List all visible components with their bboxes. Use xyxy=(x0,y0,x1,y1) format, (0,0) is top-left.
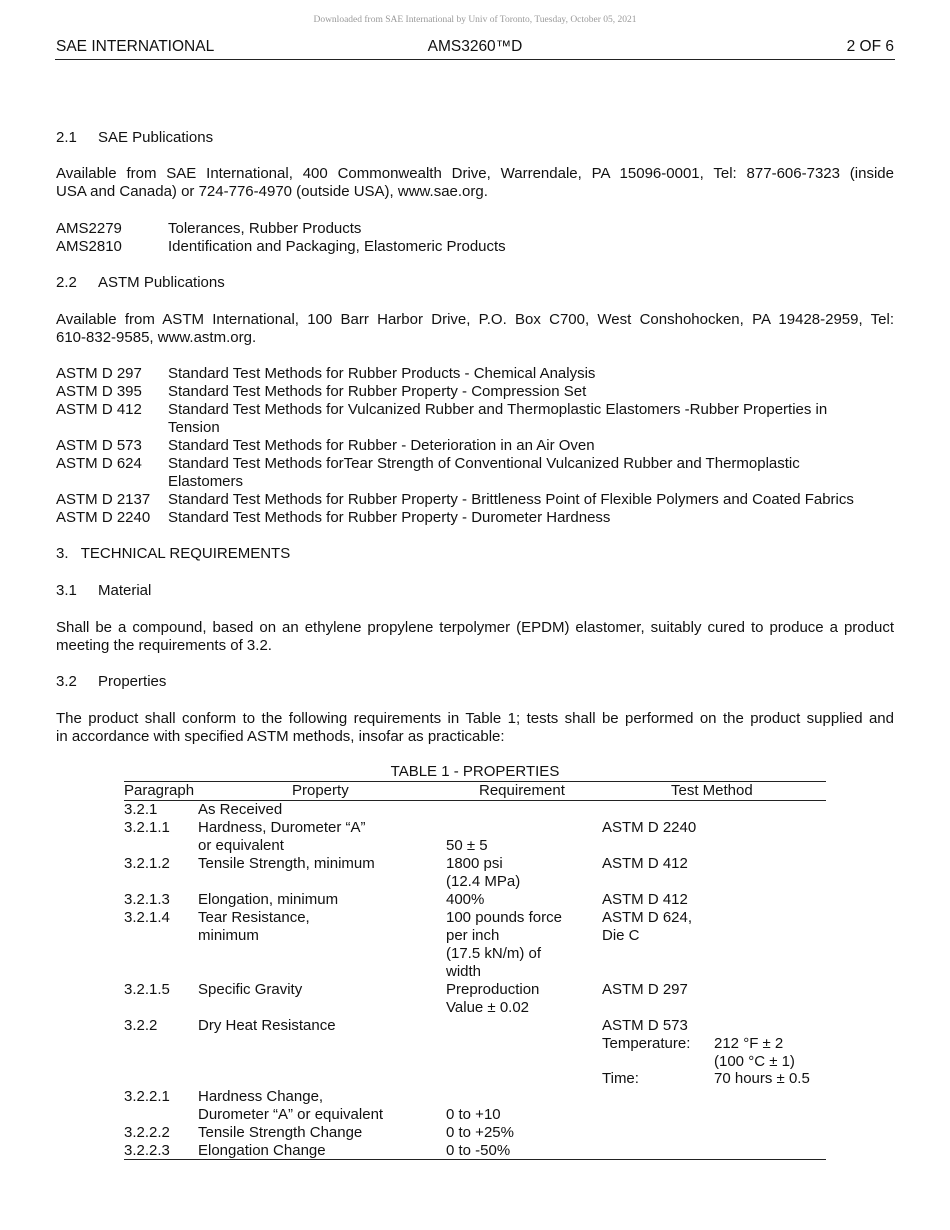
ref-code-astm-d624: ASTM D 624 xyxy=(56,455,142,472)
ref-title-ams2810: Identification and Packaging, Elastomeric Products xyxy=(168,238,506,255)
table-cell-temperature-value-cont: (100 °C ± 1) xyxy=(714,1053,795,1070)
ref-title-astm-d297: Standard Test Methods for Rubber Products - Chemical Analysis xyxy=(168,365,596,382)
table-cell-property: As Received xyxy=(198,801,283,818)
table-cell-test-method: ASTM D 573 xyxy=(602,1017,688,1034)
table-cell-property: Elongation Change xyxy=(198,1142,326,1159)
table-cell-requirement-cont: per inch xyxy=(446,927,500,944)
section-2-1-title: SAE Publications xyxy=(98,129,214,146)
ref-code-ams2279: AMS2279 xyxy=(56,220,122,237)
table-cell-paragraph: 3.2.2.1 xyxy=(124,1088,170,1105)
table-header-property: Property xyxy=(292,782,349,799)
table-cell-paragraph: 3.2.2.3 xyxy=(124,1142,170,1159)
ref-title-astm-d395: Standard Test Methods for Rubber Property - Compression Set xyxy=(168,383,587,400)
sae-availability-line-2: USA and Canada) or 724-776-4970 (outside USA), www.sae.org. xyxy=(56,183,488,200)
ref-title-astm-d2137: Standard Test Methods for Rubber Property - Brittleness Point of Flexible Polymers and Coated Fabrics xyxy=(168,491,854,508)
ref-code-astm-d2137: ASTM D 2137 xyxy=(56,491,151,508)
table-cell-requirement-cont: width xyxy=(446,963,482,980)
ref-code-astm-d573: ASTM D 573 xyxy=(56,437,142,454)
table-cell-requirement: 0 to -50% xyxy=(446,1142,511,1159)
table-cell-test-method: ASTM D 2240 xyxy=(602,819,697,836)
table-cell-property: Tensile Strength, minimum xyxy=(198,855,375,872)
table-cell-test-method: ASTM D 624, xyxy=(602,909,693,926)
section-3-1-number: 3.1 xyxy=(56,582,77,599)
ref-title-astm-d2240: Standard Test Methods for Rubber Property - Durometer Hardness xyxy=(168,509,611,526)
material-text-line-1: Shall be a compound, based on an ethylene propylene terpolymer (EPDM) elastomer, suitably cured to produce a product xyxy=(56,619,894,636)
header-org: SAE INTERNATIONAL xyxy=(56,38,215,55)
ref-code-astm-d395: ASTM D 395 xyxy=(56,383,142,400)
table-cell-property: Hardness, Durometer “A” xyxy=(198,819,366,836)
table-cell-property: Specific Gravity xyxy=(198,981,303,998)
download-notice: Downloaded from SAE International by Univ of Toronto, Tuesday, October 05, 2021 xyxy=(313,15,637,25)
table-cell-temperature-label: Temperature: xyxy=(602,1035,691,1052)
table-cell-paragraph: 3.2.1.3 xyxy=(124,891,170,908)
table-cell-time-value: 70 hours ± 0.5 xyxy=(714,1070,810,1087)
table-cell-requirement: 100 pounds force xyxy=(446,909,562,926)
table-cell-paragraph: 3.2.2.2 xyxy=(124,1124,170,1141)
section-3-2-number: 3.2 xyxy=(56,673,77,690)
table-header-test-method: Test Method xyxy=(671,782,753,799)
table-cell-requirement: 0 to +25% xyxy=(446,1124,514,1141)
ref-title-astm-d624-line-1: Standard Test Methods forTear Strength of Conventional Vulcanized Rubber and Thermoplastic xyxy=(168,455,800,472)
table-cell-paragraph: 3.2.1.2 xyxy=(124,855,170,872)
table-cell-requirement: 0 to +10 xyxy=(446,1106,501,1123)
table-cell-test-method-cont: Die C xyxy=(602,927,640,944)
header-page-number: 2 OF 6 xyxy=(846,38,894,55)
ref-code-astm-d2240: ASTM D 2240 xyxy=(56,509,151,526)
table-cell-requirement: 1800 psi xyxy=(446,855,503,872)
table-cell-property: Tear Resistance, xyxy=(198,909,310,926)
ref-title-astm-d624-line-2: Elastomers xyxy=(168,473,244,490)
table-bottom-rule xyxy=(124,1159,826,1160)
table-cell-requirement-cont: (12.4 MPa) xyxy=(446,873,521,890)
table-cell-requirement-cont: (17.5 kN/m) of xyxy=(446,945,542,962)
table-cell-test-method: ASTM D 412 xyxy=(602,891,688,908)
table-cell-temperature-value: 212 °F ± 2 xyxy=(714,1035,784,1052)
table-title: TABLE 1 - PROPERTIES xyxy=(390,763,560,780)
section-3-heading: 3. TECHNICAL REQUIREMENTS xyxy=(56,545,291,562)
astm-availability-line-2: 610-832-9585, www.astm.org. xyxy=(56,329,257,346)
astm-availability-line-1: Available from ASTM International, 100 Barr Harbor Drive, P.O. Box C700, West Conshohocken, PA 19428-2959, Tel: xyxy=(56,311,894,328)
section-3-2-title: Properties xyxy=(98,673,167,690)
header-rule xyxy=(55,59,895,60)
table-cell-property: Dry Heat Resistance xyxy=(198,1017,336,1034)
ref-code-astm-d412: ASTM D 412 xyxy=(56,401,142,418)
table-cell-paragraph: 3.2.1.4 xyxy=(124,909,170,926)
table-cell-property: Hardness Change, xyxy=(198,1088,324,1105)
ref-code-astm-d297: ASTM D 297 xyxy=(56,365,142,382)
section-3-1-title: Material xyxy=(98,582,152,599)
ref-title-astm-d573: Standard Test Methods for Rubber - Deterioration in an Air Oven xyxy=(168,437,595,454)
table-cell-property-cont: Durometer “A” or equivalent xyxy=(198,1106,384,1123)
sae-availability-line-1: Available from SAE International, 400 Commonwealth Drive, Warrendale, PA 15096-0001, Tel: 877-606-7323 (inside xyxy=(56,165,894,182)
section-2-2-title: ASTM Publications xyxy=(98,274,225,291)
table-header-paragraph: Paragraph xyxy=(124,782,195,799)
properties-text-line-1: The product shall conform to the following requirements in Table 1; tests shall be performed on the product supplied and xyxy=(56,710,894,727)
table-cell-time-label: Time: xyxy=(602,1070,639,1087)
table-cell-test-method: ASTM D 412 xyxy=(602,855,688,872)
table-cell-paragraph: 3.2.2 xyxy=(124,1017,158,1034)
table-cell-property-cont: minimum xyxy=(198,927,259,944)
table-cell-property: Tensile Strength Change xyxy=(198,1124,363,1141)
material-text-line-2: meeting the requirements of 3.2. xyxy=(56,637,272,654)
table-cell-requirement: Preproduction xyxy=(446,981,540,998)
table-header-requirement: Requirement xyxy=(479,782,565,799)
ref-title-ams2279: Tolerances, Rubber Products xyxy=(168,220,362,237)
ref-title-astm-d412-line-2: Tension xyxy=(168,419,220,436)
table-cell-property: Elongation, minimum xyxy=(198,891,339,908)
table-cell-paragraph: 3.2.1 xyxy=(124,801,158,818)
table-cell-test-method: ASTM D 297 xyxy=(602,981,688,998)
section-2-2-number: 2.2 xyxy=(56,274,77,291)
ref-title-astm-d412-line-1: Standard Test Methods for Vulcanized Rubber and Thermoplastic Elastomers -Rubber Properties in xyxy=(168,401,828,418)
table-cell-requirement-cont: Value ± 0.02 xyxy=(446,999,530,1016)
properties-text-line-2: in accordance with specified ASTM methods, insofar as practicable: xyxy=(56,728,505,745)
table-cell-paragraph: 3.2.1.5 xyxy=(124,981,170,998)
section-2-1-number: 2.1 xyxy=(56,129,77,146)
ref-code-ams2810: AMS2810 xyxy=(56,238,122,255)
table-cell-requirement: 400% xyxy=(446,891,485,908)
header-doc-number: AMS3260™D xyxy=(427,38,523,55)
table-cell-property-cont: or equivalent xyxy=(198,837,284,854)
table-cell-requirement: 50 ± 5 xyxy=(446,837,488,854)
table-cell-paragraph: 3.2.1.1 xyxy=(124,819,170,836)
